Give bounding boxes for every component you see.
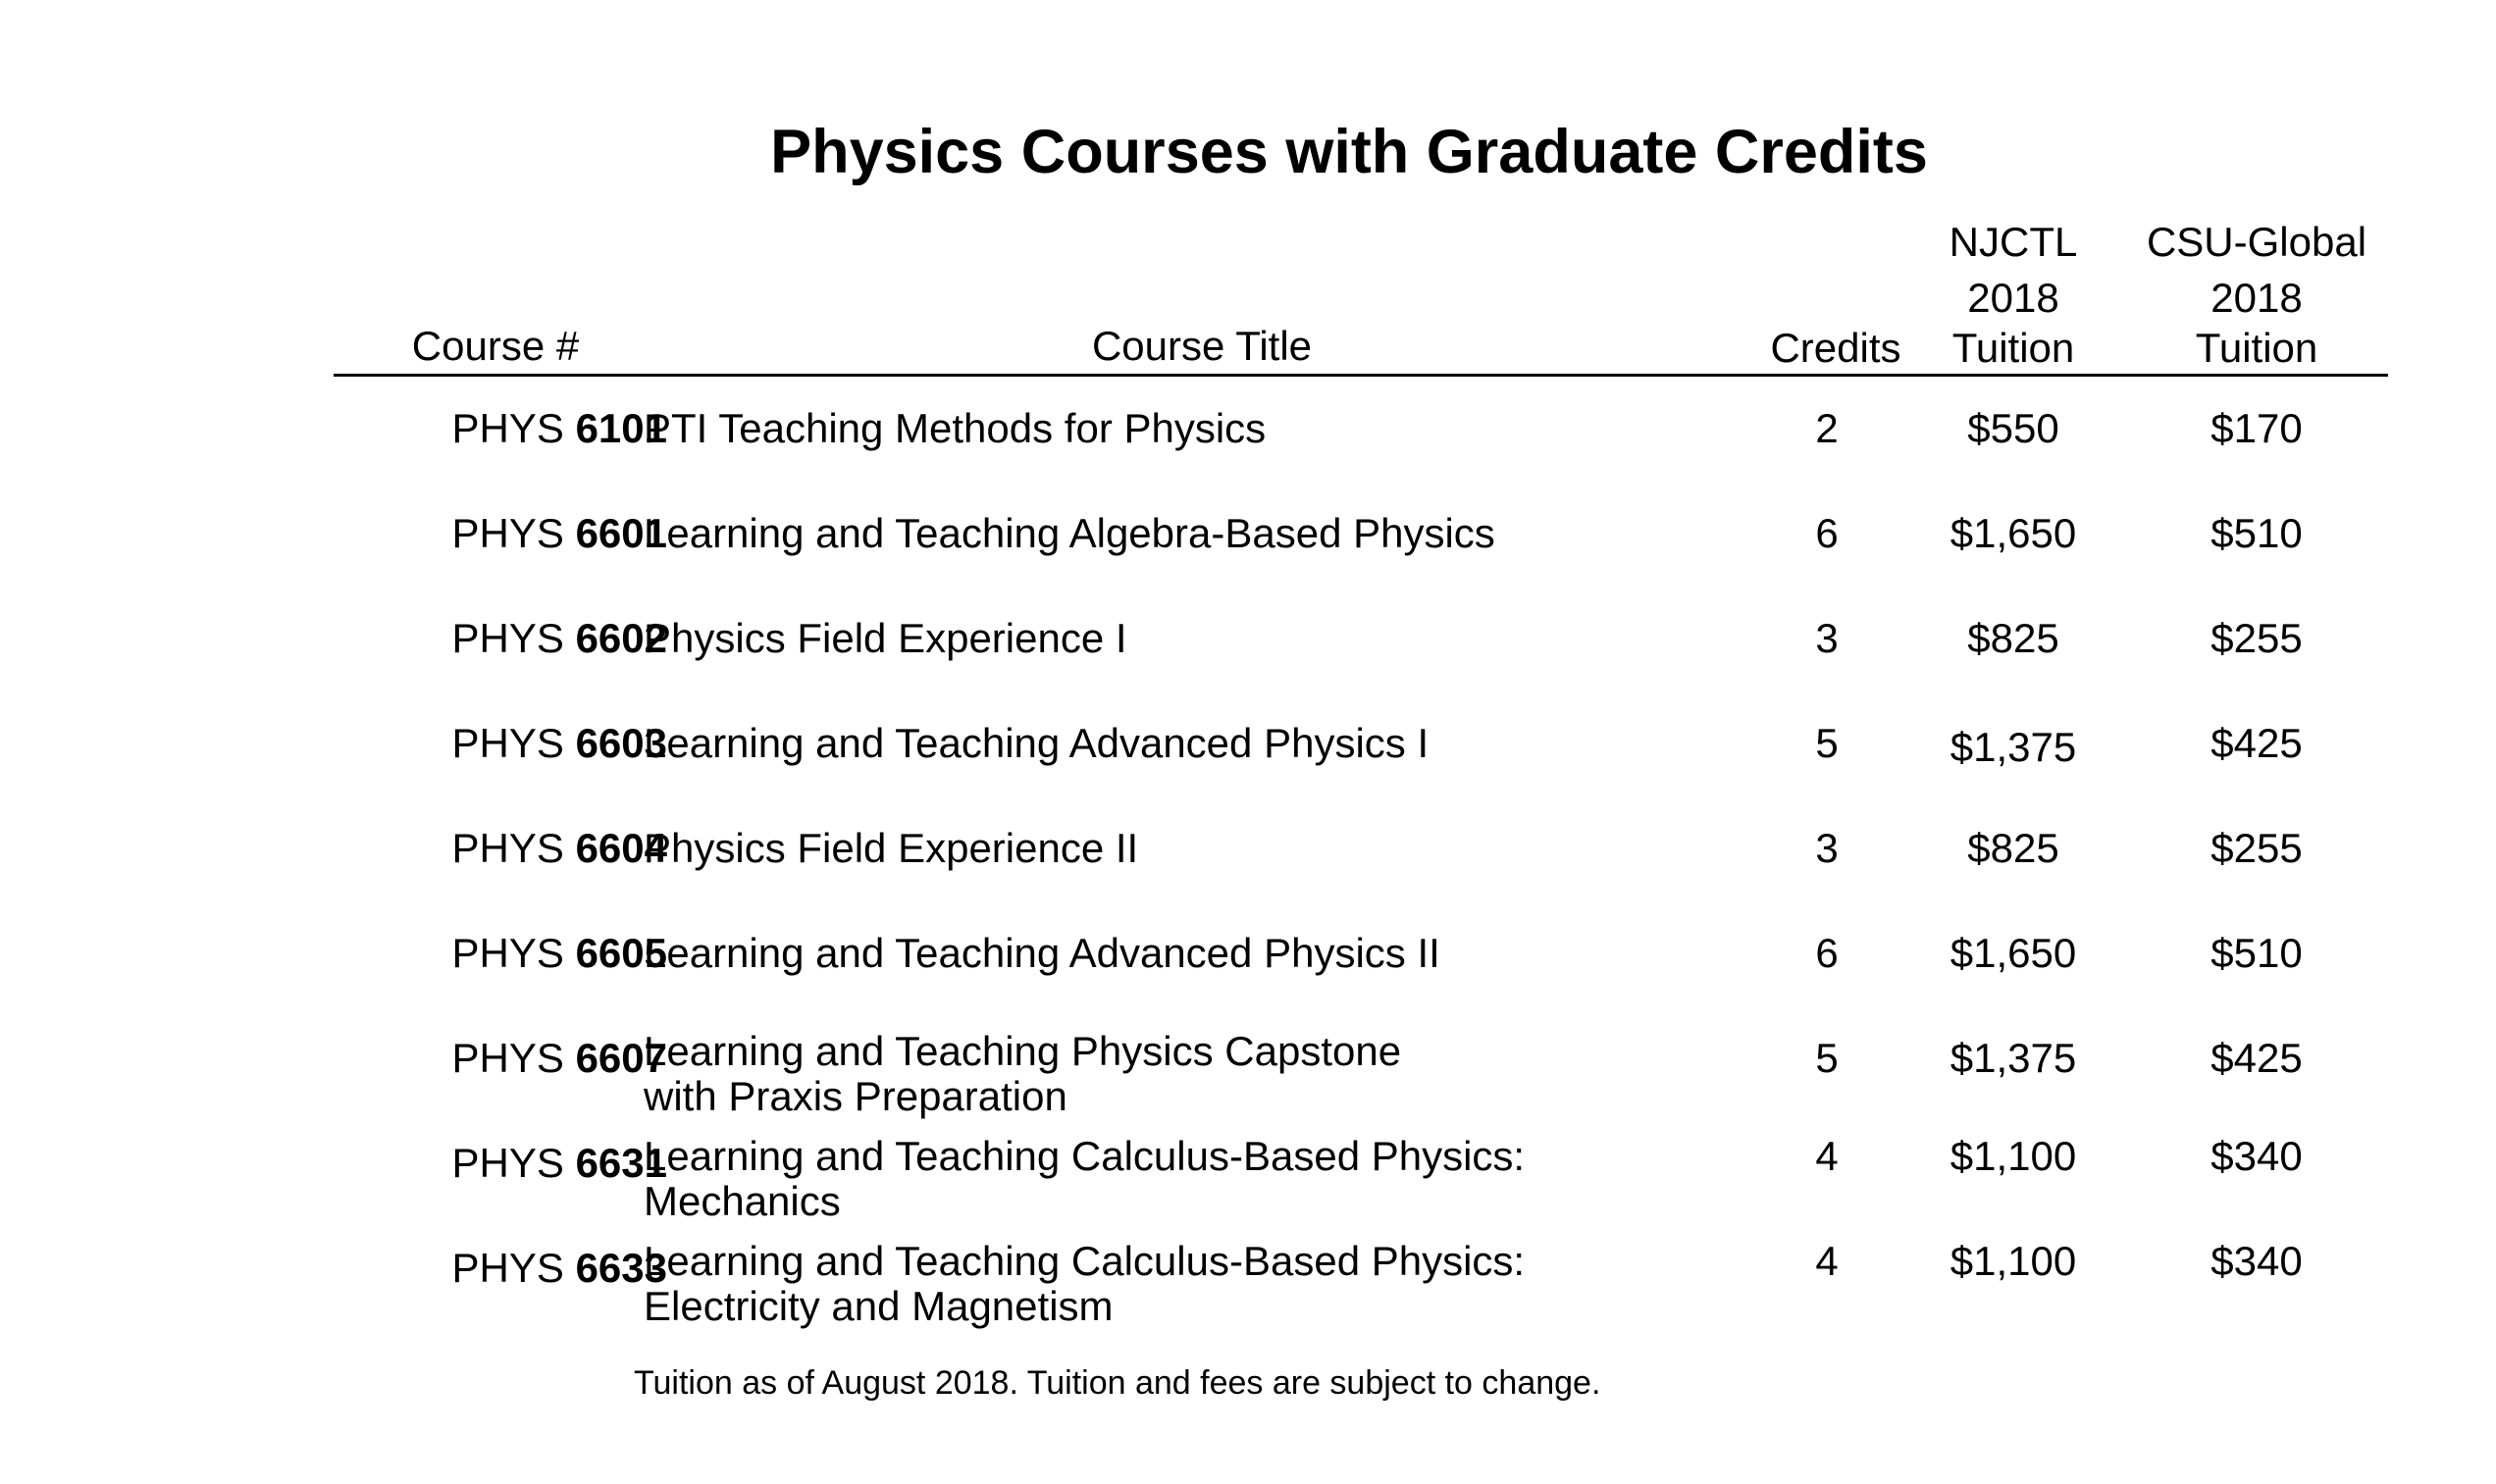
csu-tuition: $170 [2210,405,2303,451]
course-title: Learning and Teaching Calculus-Based Physics: Mechanics [644,1133,1526,1224]
header-csu-line3: Tuition [2195,325,2318,371]
course-title: Learning and Teaching Algebra-Based Physics [644,510,1495,556]
csu-tuition: $510 [2210,510,2303,556]
course-number: PHYS 6604 [451,825,667,871]
njctl-tuition: $1,375 [1950,1035,2077,1081]
csu-tuition: $340 [2210,1238,2303,1284]
header-course-num: Course # [411,323,580,369]
header-njctl-line1: NJCTL [1949,219,2078,265]
table-row [0,616,2496,704]
njctl-tuition: $1,100 [1950,1238,2077,1284]
course-number: PHYS 6631 [451,1140,667,1186]
csu-tuition: $425 [2210,1035,2303,1081]
course-title: Learning and Teaching Physics Capstone with Praxis Preparation [644,1028,1402,1119]
course-credits: 5 [1815,720,1839,766]
course-number: PHYS 6605 [451,930,667,976]
table-row [0,1134,2496,1222]
csu-tuition: $255 [2210,615,2303,661]
course-credits: 3 [1815,615,1839,661]
course-title: Learning and Teaching Calculus-Based Physics: Electricity and Magnetism [644,1238,1526,1329]
njctl-tuition: $1,100 [1950,1133,2077,1179]
table-row [0,1029,2496,1117]
course-title: Physics Field Experience II [644,825,1139,871]
course-credits: 4 [1815,1133,1839,1179]
njctl-tuition: $1,650 [1950,510,2077,556]
njctl-tuition: $825 [1967,825,2059,871]
table-row [0,511,2496,599]
footnote: Tuition as of August 2018. Tuition and fees are subject to change. [634,1364,1601,1402]
njctl-tuition: $1,650 [1950,930,2077,976]
course-credits: 3 [1815,825,1839,871]
course-title: Learning and Teaching Advanced Physics I [644,720,1430,766]
course-credits: 5 [1815,1035,1839,1081]
course-credits: 2 [1815,405,1839,451]
header-csu-line1: CSU-Global [2146,219,2367,265]
course-number: PHYS 6603 [451,720,667,766]
njctl-tuition: $825 [1967,615,2059,661]
csu-tuition: $425 [2210,720,2303,766]
course-credits: 4 [1815,1238,1839,1284]
course-title: Physics Field Experience I [644,615,1127,661]
table-row [0,406,2496,494]
header-njctl-line2: 2018 [1967,275,2059,321]
course-number: PHYS 6602 [451,615,667,661]
header-csu-line2: 2018 [2210,275,2303,321]
njctl-tuition: $550 [1967,405,2059,451]
page-title: Physics Courses with Graduate Credits [770,118,1928,186]
njctl-tuition: $1,375 [1950,724,2077,770]
course-title: PTI Teaching Methods for Physics [644,405,1267,451]
table-row [0,721,2496,809]
course-title: Learning and Teaching Advanced Physics II [644,930,1440,976]
course-credits: 6 [1815,930,1839,976]
csu-tuition: $510 [2210,930,2303,976]
csu-tuition: $340 [2210,1133,2303,1179]
course-number: PHYS 6601 [451,510,667,556]
course-credits: 6 [1815,510,1839,556]
header-divider [334,374,2388,377]
course-number: PHYS 6633 [451,1245,667,1291]
header-njctl-line3: Tuition [1951,325,2075,371]
csu-tuition: $255 [2210,825,2303,871]
course-number: PHYS 6101 [451,405,667,451]
table-row [0,826,2496,914]
table-row [0,1239,2496,1327]
course-number: PHYS 6607 [451,1035,667,1081]
header-credits: Credits [1770,325,1901,371]
table-row [0,931,2496,1019]
header-course-title: Course Title [1091,323,1313,369]
